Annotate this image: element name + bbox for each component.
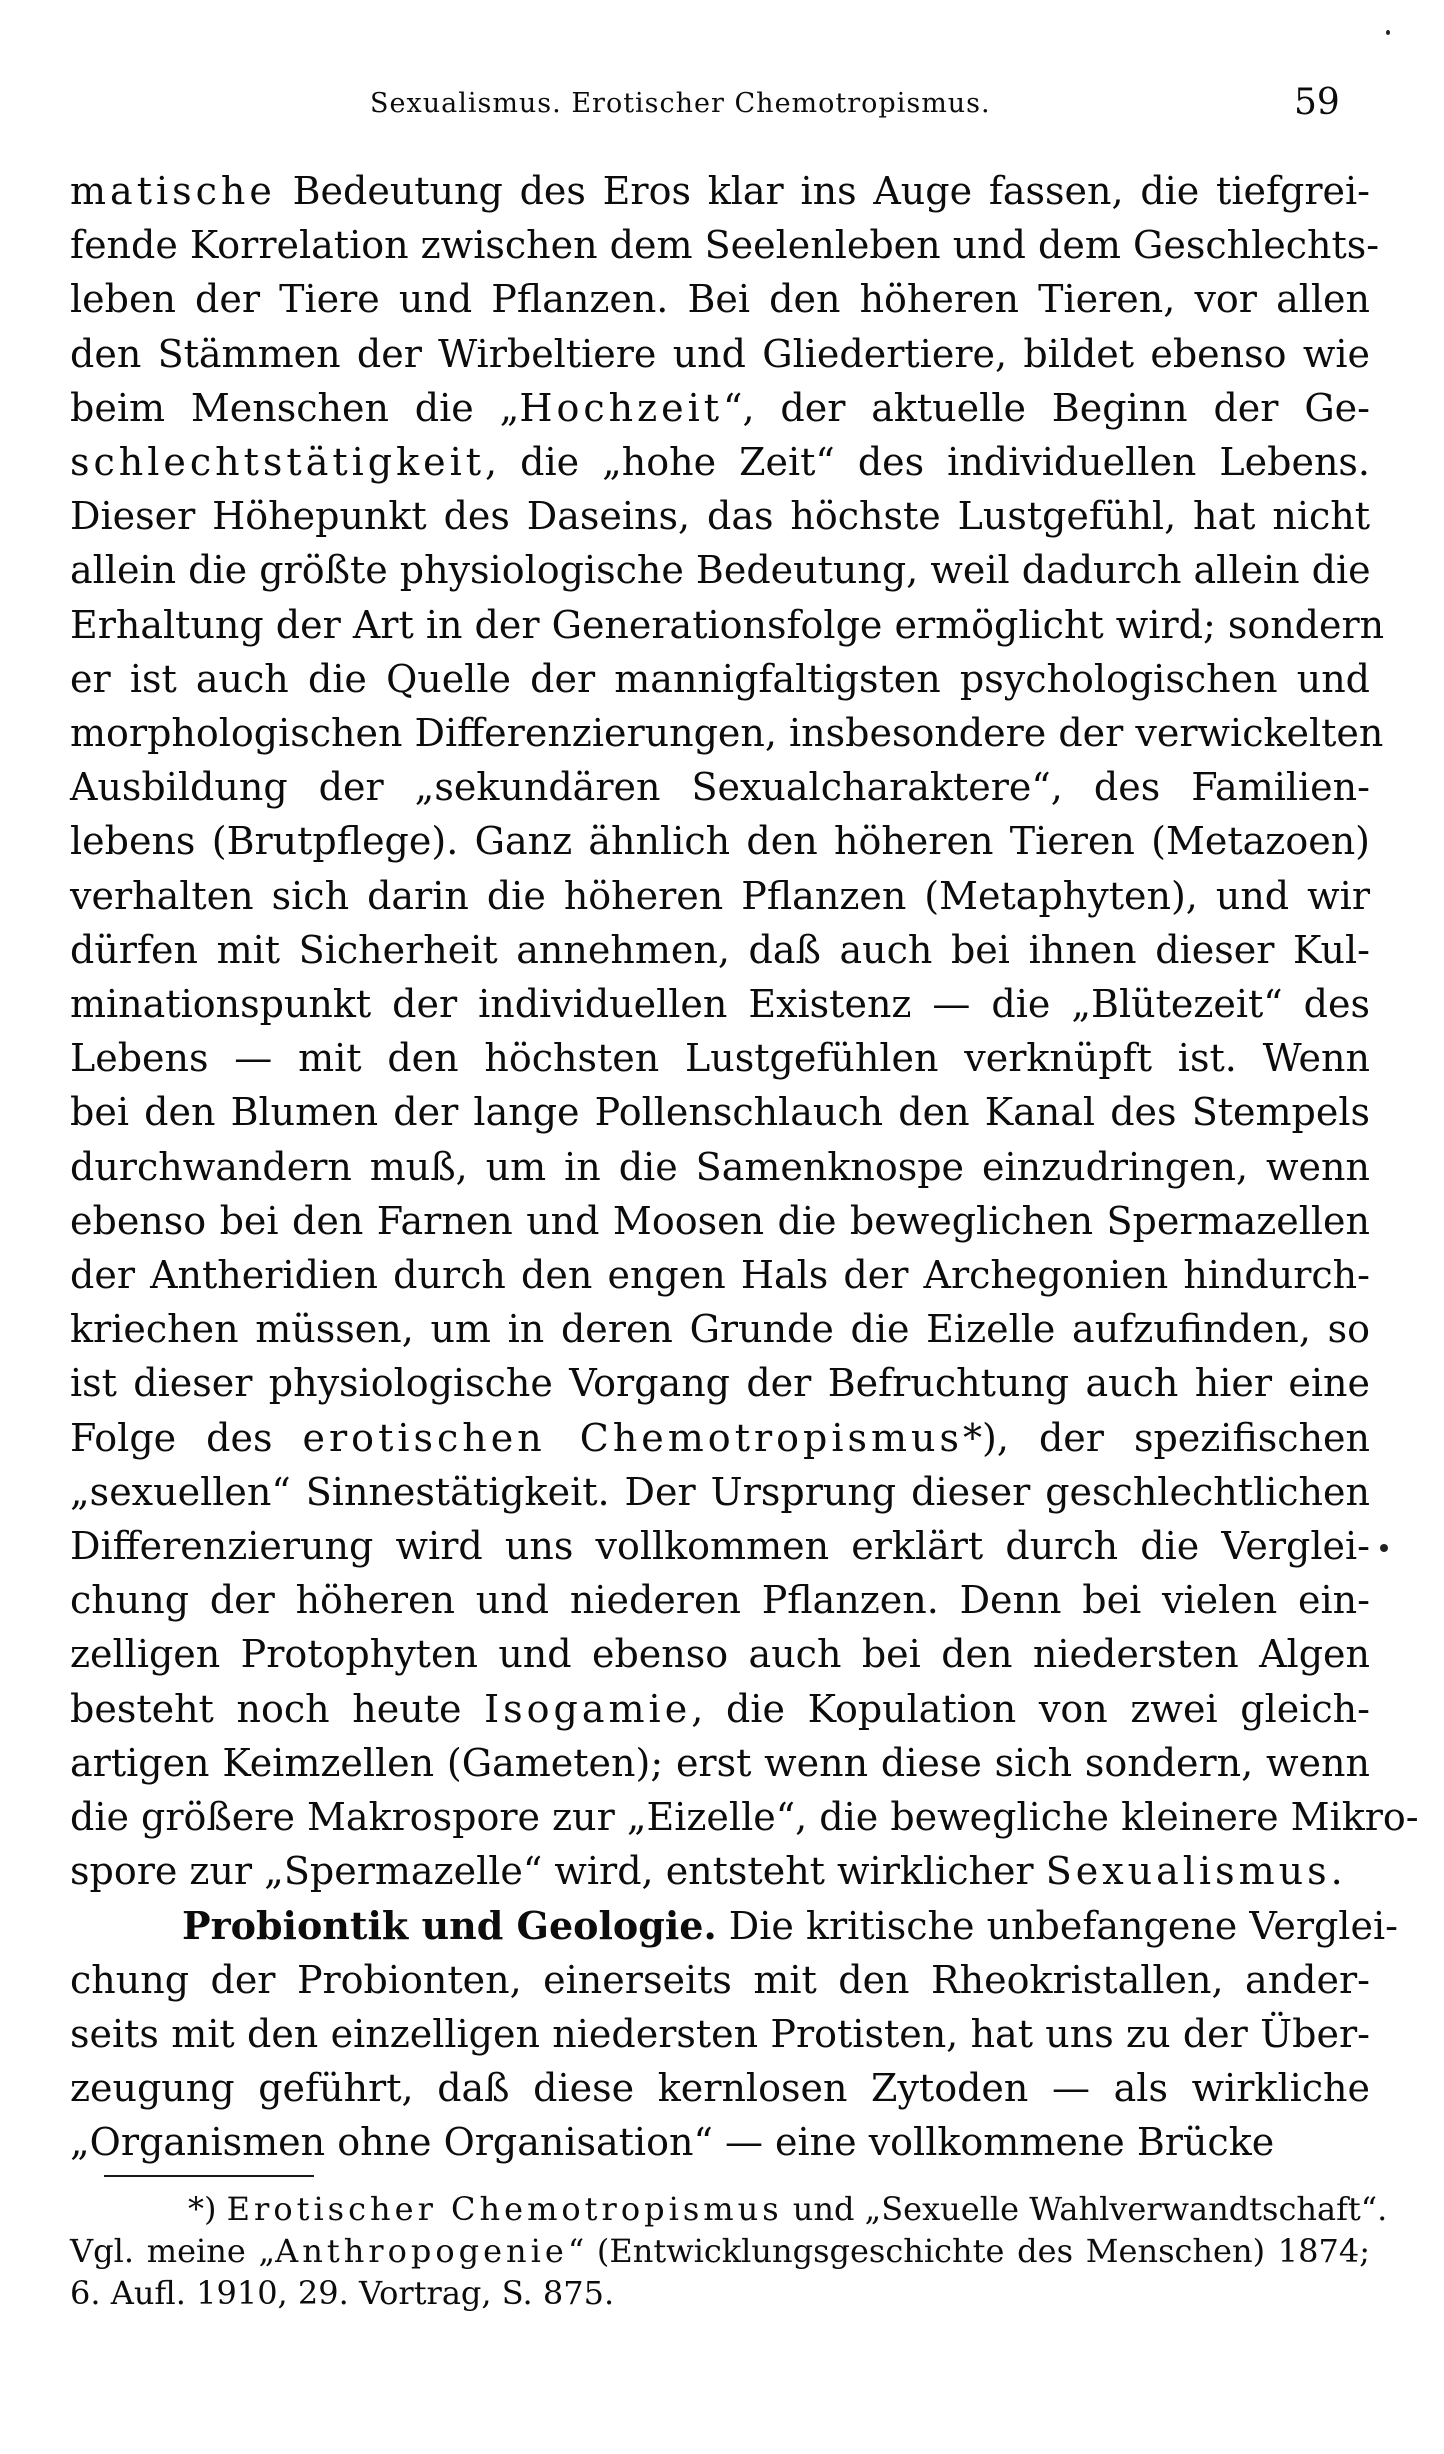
footnote-line: 6. Aufl. 1910, 29. Vortrag, S. 875. <box>70 2274 615 2312</box>
spaced-term: Isogamie <box>484 1686 692 1731</box>
line-segment: allein die größte physiologische Bedeutung, weil dadurch allein die <box>70 548 1371 593</box>
footnote-marker: *) <box>188 2190 227 2228</box>
line-segment: spore zur „Spermazelle“ wird, entsteht wirklicher <box>70 1849 1046 1894</box>
text-line <box>70 814 1370 868</box>
text-line <box>70 327 1370 381</box>
text-line: zeugung geführt, daß diese kernlosen Zytoden — als wirkliche <box>70 2066 1370 2111</box>
text-line <box>70 1627 1370 1681</box>
text-line <box>70 598 1385 652</box>
line-segment: “, der aktuelle Beginn der Ge- <box>723 385 1370 430</box>
text-line <box>70 1356 1370 1410</box>
line-segment: artigen Keimzellen (Gameten); erst wenn diese sich sondern, wenn <box>70 1740 1370 1785</box>
line-segment: durchwandern muß, um in die Samenknospe einzudringen, wenn <box>70 1144 1370 1189</box>
text-line <box>70 272 1370 326</box>
text-line <box>70 869 1370 923</box>
text-line <box>70 1411 1370 1465</box>
line-segment: ist dieser physiologische Vorgang der Befruchtung auch hier eine <box>70 1361 1370 1406</box>
line-segment: zelligen Protophyten und ebenso auch bei den niedersten Algen <box>70 1632 1370 1677</box>
spaced-term: schlechtstätigkeit <box>70 440 486 485</box>
spaced-term: Sexualismus <box>1045 1849 1331 1894</box>
text-line <box>70 489 1370 543</box>
text-line <box>70 1844 1370 1898</box>
text-line <box>70 977 1370 1031</box>
footnote-line <box>70 2188 1388 2230</box>
line-segment: “ (Entwicklungsgeschichte des Menschen) 1874; <box>567 2232 1371 2270</box>
line-segment: Vgl. meine „ <box>70 2232 276 2270</box>
text-line <box>70 1790 1419 1844</box>
text-line <box>70 1302 1370 1356</box>
text-line <box>70 543 1370 597</box>
line-segment: er ist auch die Quelle der mannigfaltigsten psychologischen und <box>70 656 1370 701</box>
footnote-line <box>70 2230 1370 2272</box>
text-line <box>70 164 1370 218</box>
spaced-term: erotischen Chemotropismus <box>302 1415 963 1460</box>
line-segment: , die Kopulation von zwei gleich- <box>691 1686 1370 1731</box>
print-speck <box>1386 30 1390 35</box>
text-line: „Organismen ohne Organisation“ — eine vollkommene Brücke <box>70 2120 1275 2165</box>
line-segment: Die kritische unbefangene Verglei- <box>716 1903 1398 1948</box>
line-segment: , die „hohe Zeit“ des individuellen Lebens. <box>485 440 1370 485</box>
spaced-term: Anthropogenie <box>275 2232 568 2270</box>
line-segment: morphologischen Differenzierungen, insbesondere der verwickelten <box>70 711 1384 756</box>
spaced-term: Hochzeit <box>519 385 724 430</box>
text-line <box>70 435 1370 489</box>
footnote-divider <box>104 2175 314 2177</box>
text-line <box>70 1899 1398 1953</box>
line-segment: Dieser Höhepunkt des Daseins, das höchste Lustgefühl, hat nicht <box>70 494 1370 539</box>
text-line <box>70 1140 1370 1194</box>
line-segment: ebenso bei den Farnen und Moosen die beweglichen Spermazellen <box>70 1198 1370 1243</box>
line-segment: *), der spezifischen <box>963 1415 1371 1460</box>
line-segment: den Stämmen der Wirbeltiere und Gliedertiere, bildet ebenso wie <box>70 331 1370 376</box>
running-title: Sexualismus. Erotischer Chemotropismus. <box>370 88 991 119</box>
line-segment: minationspunkt der individuellen Existenz — die „Blütezeit“ des <box>70 982 1370 1027</box>
text-line <box>70 1248 1370 1302</box>
line-segment: Erhaltung der Art in der Generationsfolge ermöglicht wird; sondern <box>70 602 1385 647</box>
text-line <box>70 923 1370 977</box>
text-line <box>70 1519 1370 1573</box>
line-segment: lebens (Brutpflege). Ganz ähnlich den höheren Tieren (Metazoen) <box>70 819 1370 864</box>
text-line <box>70 1736 1370 1790</box>
text-line <box>70 1031 1370 1085</box>
print-speck <box>1380 1544 1388 1552</box>
line-segment: bei den Blumen der lange Pollenschlauch den Kanal des Stempels <box>70 1090 1370 1135</box>
line-segment: Differenzierung wird uns vollkommen erklärt durch die Verglei- <box>70 1524 1370 1569</box>
line-segment: . <box>1330 1849 1343 1894</box>
line-segment: fende Korrelation zwischen dem Seelenleben und dem Geschlechts- <box>70 223 1380 268</box>
text-line <box>70 1682 1370 1736</box>
text-line <box>70 1573 1370 1627</box>
line-segment: die größere Makrospore zur „Eizelle“, die bewegliche kleinere Mikro- <box>70 1795 1419 1840</box>
line-segment: der Antheridien durch den engen Hals der Archegonien hindurch- <box>70 1253 1370 1298</box>
page-number: 59 <box>1294 82 1340 123</box>
line-segment: Lebens — mit den höchsten Lustgefühlen verknüpft ist. Wenn <box>70 1036 1370 1081</box>
text-line <box>70 706 1384 760</box>
text-line <box>70 1085 1370 1139</box>
line-segment: verhalten sich darin die höheren Pflanzen (Metaphyten), und wir <box>70 873 1370 918</box>
section-paragraph <box>70 1899 1398 2170</box>
line-segment: beim Menschen die „ <box>70 385 520 430</box>
line-segment: kriechen müssen, um in deren Grunde die Eizelle aufzufinden, so <box>70 1307 1370 1352</box>
main-text <box>70 164 1419 2170</box>
paragraph <box>70 164 1419 1899</box>
page-header <box>0 82 1444 128</box>
text-line: seits mit den einzelligen niedersten Protisten, hat uns zu der Über- <box>70 2011 1370 2056</box>
line-segment: Folge des <box>70 1415 303 1460</box>
text-line <box>70 218 1380 272</box>
footnote <box>70 2188 1388 2314</box>
text-line <box>70 1194 1370 1248</box>
section-heading: Probiontik und Geologie. <box>182 1902 717 1948</box>
line-segment: chung der höheren und niederen Pflanzen. Denn bei vielen ein- <box>70 1578 1370 1623</box>
line-segment: dürfen mit Sicherheit annehmen, daß auch bei ihnen dieser Kul- <box>70 927 1370 972</box>
line-segment: Ausbildung der „sekundären Sexualcharaktere“, des Familien- <box>70 765 1370 810</box>
spaced-term: matische <box>70 169 276 213</box>
text-line: chung der Probionten, einerseits mit den Rheokristallen, ander- <box>70 1957 1370 2002</box>
text-line <box>70 652 1370 706</box>
line-segment: und „Sexuelle Wahlverwandtschaft“. <box>782 2190 1388 2228</box>
spaced-term: Erotischer Chemotropismus <box>226 2190 783 2228</box>
text-line <box>70 1465 1370 1519</box>
line-segment: leben der Tiere und Pflanzen. Bei den höheren Tieren, vor allen <box>70 277 1370 322</box>
line-segment: besteht noch heute <box>70 1686 485 1731</box>
text-line <box>70 760 1370 814</box>
line-segment: „sexuellen“ Sinnestätigkeit. Der Ursprung dieser geschlechtlichen <box>70 1469 1370 1514</box>
line-segment: Bedeutung des Eros klar ins Auge fassen, die tiefgrei- <box>275 169 1370 213</box>
text-line <box>70 381 1370 435</box>
